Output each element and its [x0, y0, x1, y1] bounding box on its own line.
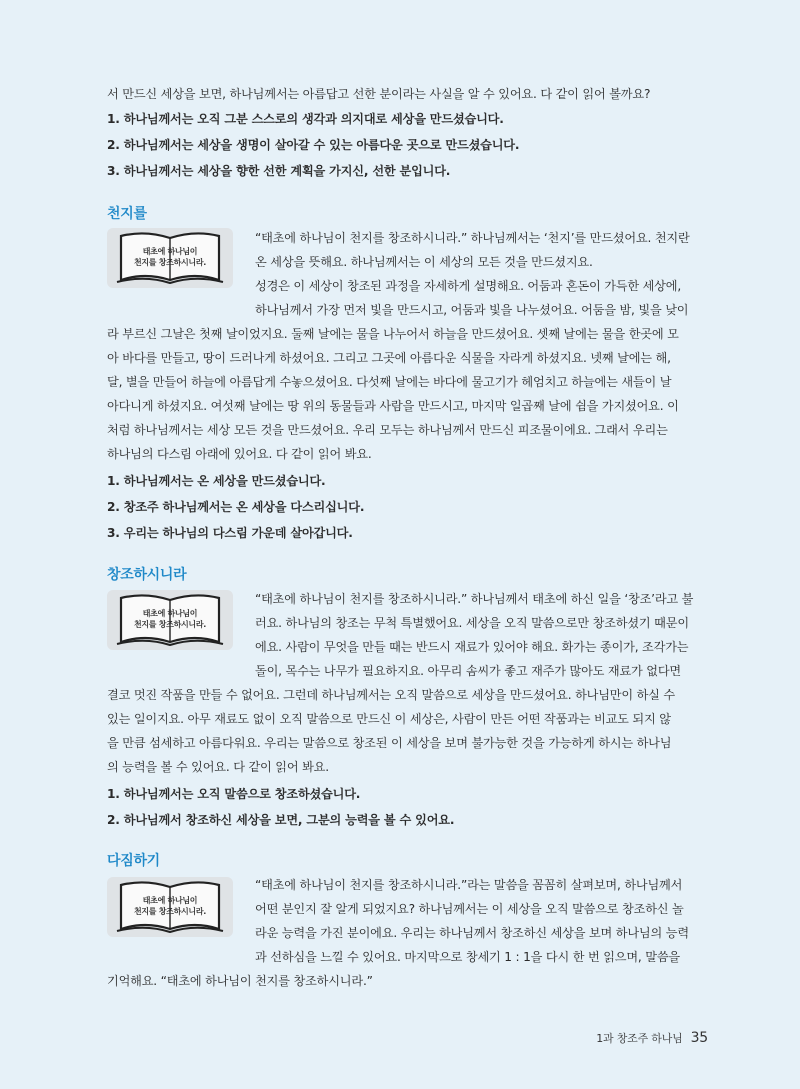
section1-point-2: 2. 창조주 하나님께서는 온 세상을 다스리십니다. — [107, 500, 365, 514]
section1-line-3: 성경은 이 세상이 창조된 과정을 자세하게 설명해요. 어둠과 혼돈이 가득한 세상에, — [255, 279, 682, 293]
section-title-dajim: 다짐하기 — [107, 853, 160, 869]
card-line-2: 천지를 창조하시니라. — [133, 620, 207, 629]
page-number: 35 — [690, 1030, 708, 1046]
section1-line-9: 처럼 하나님께서는 세상 모든 것을 만드셨어요. 우리 모두는 하나님께서 만드신 피조물이에요. 그래서 우리는 — [107, 423, 668, 437]
section2-line-7: 을 만큼 섬세하고 아름다워요. 우리는 말씀으로 창조된 이 세상을 보며 불가능한 것을 가능하게 하시는 하나님 — [107, 736, 672, 750]
section1-point-1: 1. 하나님께서는 온 세상을 만드셨습니다. — [107, 474, 326, 488]
section-title-changjo: 창조하시니라 — [107, 567, 187, 583]
intro-text: 서 만드신 세상을 보면, 하나님께서는 아름답고 선한 분이라는 사실을 알 수 있어요. 다 같이 읽어 볼까요? — [107, 87, 651, 101]
section2-line-2: 러요. 하나님의 창조는 무척 특별했어요. 세상을 오직 말씀으로만 창조하셨기 때문이 — [255, 616, 689, 630]
section1-line-7: 달, 별을 만들어 하늘에 아름답게 수놓으셨어요. 다섯째 날에는 바다에 물고기가 헤엄치고 하늘에는 새들이 날 — [107, 375, 672, 389]
section2-line-3: 에요. 사람이 무엇을 만들 때는 반드시 재료가 있어야 해요. 화가는 종이가, 조각가는 — [255, 640, 689, 654]
section1-line-2: 온 세상을 뜻해요. 하나님께서는 이 세상의 모든 것을 만드셨지요. — [255, 255, 593, 269]
card-line-2: 천지를 창조하시니라. — [133, 907, 207, 916]
section1-line-8: 아다니게 하셨지요. 여섯째 날에는 땅 위의 동물들과 사람을 만드시고, 마지막 일곱째 날에 쉼을 가지셨어요. 이 — [107, 399, 679, 413]
section3-line-2: 어떤 분인지 잘 알게 되었지요? 하나님께서는 이 세상을 오직 말씀으로 창조하신 놀 — [255, 902, 684, 916]
section2-point-2: 2. 하나님께서 창조하신 세상을 보면, 그분의 능력을 볼 수 있어요. — [107, 813, 455, 827]
section3-line-5: 기억해요. “태초에 하나님이 천지를 창조하시니라.” — [107, 974, 373, 988]
card-line-1: 태초에 하나님이 — [142, 247, 198, 256]
intro-point-3: 3. 하나님께서는 세상을 향한 선한 계획을 가지신, 선한 분입니다. — [107, 164, 451, 178]
section1-line-5: 라 부르신 그날은 첫째 날이었지요. 둘째 날에는 물을 나누어서 하늘을 만드셨어요. 셋째 날에는 물을 한곳에 모 — [107, 327, 679, 341]
intro-point-2: 2. 하나님께서는 세상을 생명이 살아갈 수 있는 아름다운 곳으로 만드셨습니다. — [107, 138, 520, 152]
section-title-cheonji: 천지를 — [107, 206, 147, 222]
section2-line-1: “태초에 하나님이 천지를 창조하시니라.” 하나님께서 태초에 하신 일을 ‘창조’라고 불 — [255, 592, 694, 606]
scripture-card — [107, 228, 233, 288]
scripture-card — [107, 877, 233, 937]
section2-line-6: 있는 일이지요. 아무 재료도 없이 오직 말씀으로 만드신 이 세상은, 사람이 만든 어떤 작품과는 비교도 되지 않 — [107, 712, 671, 726]
section2-line-5: 결코 멋진 작품을 만들 수 없어요. 그런데 하나님께서는 오직 말씀으로 세상을 만드셨어요. 하나님만이 하실 수 — [107, 688, 676, 702]
section1-line-4: 하나님께서 가장 먼저 빛을 만드시고, 어둠과 빛을 나누셨어요. 어둠을 밤, 빛을 낮이 — [255, 303, 689, 317]
card-line-1: 태초에 하나님이 — [142, 609, 198, 618]
card-line-2: 천지를 창조하시니라. — [133, 258, 207, 267]
section1-line-10: 하나님의 다스림 아래에 있어요. 다 같이 읽어 봐요. — [107, 447, 372, 461]
intro-point-1: 1. 하나님께서는 오직 그분 스스로의 생각과 의지대로 세상을 만드셨습니다. — [107, 112, 504, 126]
section1-line-6: 아 바다를 만들고, 땅이 드러나게 하셨어요. 그리고 그곳에 아름다운 식물을 자라게 하셨지요. 넷째 날에는 해, — [107, 351, 671, 365]
scripture-card — [107, 590, 233, 650]
section3-line-4: 과 선하심을 느낄 수 있어요. 마지막으로 창세기 1 : 1을 다시 한 번 읽으며, 말씀을 — [255, 950, 680, 964]
section2-line-4: 돌이, 목수는 나무가 필요하지요. 아무리 솜씨가 좋고 재주가 많아도 재료가 없다면 — [255, 664, 682, 678]
section1-point-3: 3. 우리는 하나님의 다스림 가운데 살아갑니다. — [107, 526, 353, 540]
section3-line-3: 라운 능력을 가진 분이에요. 우리는 하나님께서 창조하신 세상을 보며 하나님의 능력 — [255, 926, 689, 940]
chapter-title: 1과 창조주 하나님 — [596, 1032, 683, 1045]
section2-point-1: 1. 하나님께서는 오직 말씀으로 창조하셨습니다. — [107, 787, 361, 801]
card-line-1: 태초에 하나님이 — [142, 896, 198, 905]
page-footer — [596, 1030, 708, 1046]
section2-line-8: 의 능력을 볼 수 있어요. 다 같이 읽어 봐요. — [107, 760, 329, 774]
section3-line-1: “태초에 하나님이 천지를 창조하시니라.”라는 말씀을 꼼꼼히 살펴보며, 하나님께서 — [255, 878, 683, 892]
section1-line-1: “태초에 하나님이 천지를 창조하시니라.” 하나님께서는 ‘천지’를 만드셨어요. 천지란 — [255, 231, 690, 245]
